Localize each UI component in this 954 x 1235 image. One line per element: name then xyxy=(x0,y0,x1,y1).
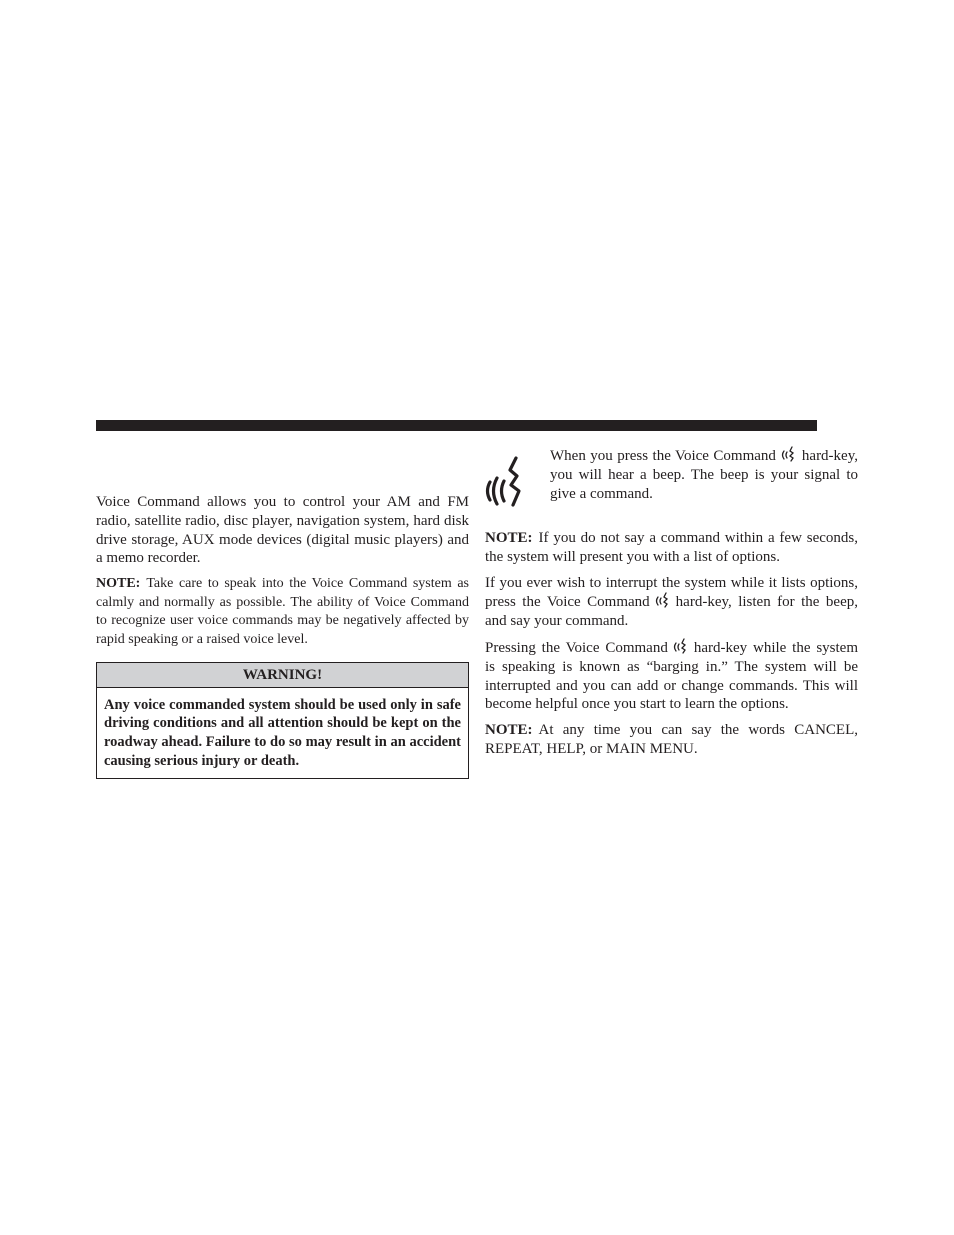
note2-label: NOTE: xyxy=(485,722,533,739)
intro-text-a: When you press the Voice Command xyxy=(550,448,776,464)
barging-paragraph xyxy=(485,638,858,714)
note2-text: At any time you can say the words CANCEL, REPEAT, HELP, or MAIN MENU. xyxy=(485,722,858,757)
voice-command-intro xyxy=(485,446,858,512)
warning-title: WARNING! xyxy=(97,663,468,688)
note-paragraph xyxy=(96,575,469,649)
header-rule xyxy=(96,420,817,431)
warning-box xyxy=(96,662,469,779)
barging-text-a: Pressing the Voice Command xyxy=(485,639,668,656)
interrupt-text-a: If you ever wish to interrupt the system while it lists options, press the Voice Command xyxy=(485,574,858,611)
left-column xyxy=(96,493,469,779)
intro-paragraph: Voice Command allows you to control your AM and FM radio, satellite radio, disc player, navigation system, hard disk drive storage, AUX mode devices (digital music players) and a memo recorder. xyxy=(96,494,469,567)
note-label: NOTE: xyxy=(96,576,141,592)
note2-paragraph xyxy=(485,721,858,759)
voice-command-icon xyxy=(654,592,672,608)
note-text: Take care to speak into the Voice Command system as calmly and normally as possible. The ability of Voice Command to recognize user voice commands may be negatively affected by rapid speaking or a raised voice level. xyxy=(96,576,469,647)
right-column xyxy=(485,446,858,766)
barging-text-b: hard-key while the system is speaking is known as “barging in.” The system will be interrupted and you can add or change commands. This will become helpful once you start to learn the options. xyxy=(485,639,858,713)
intro-text-b: hard-key, you will hear a beep. The beep is your signal to give a command. xyxy=(550,448,858,502)
voice-command-icon xyxy=(780,446,798,462)
note1-text: If you do not say a command within a few seconds, the system will present you with a list of options. xyxy=(485,530,858,565)
interrupt-text-b: hard-key, listen for the beep, and say your command. xyxy=(485,594,858,630)
voice-command-icon xyxy=(485,452,533,512)
note1-paragraph xyxy=(485,529,858,567)
warning-text: Any voice commanded system should be used only in safe driving conditions and all attention should be kept on the roadway ahead. Failure to do so may result in an accident causing serious injury or death. xyxy=(104,696,461,769)
interrupt-paragraph xyxy=(485,574,858,631)
note1-label: NOTE: xyxy=(485,530,533,546)
voice-command-icon xyxy=(672,638,690,654)
